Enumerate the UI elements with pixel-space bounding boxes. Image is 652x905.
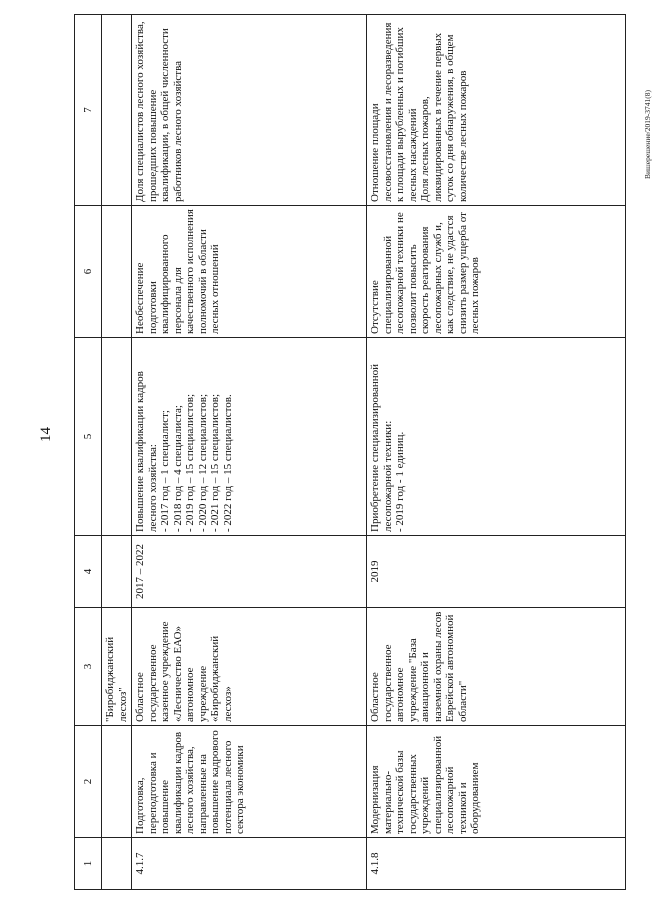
col-header-6: 6 (75, 206, 102, 338)
table-cell (102, 338, 132, 536)
col-header-3: 3 (75, 608, 102, 726)
table-cell (102, 726, 132, 838)
header-row (75, 15, 102, 890)
table-cell (102, 15, 132, 206)
indicator: Доля специалистов лесного хозяйства, прошедших повышение квалификации, в общей численности работников лесного хозяйства (132, 15, 367, 206)
col-header-1: 1 (75, 838, 102, 890)
measures-table (74, 14, 626, 890)
page-number: 14 (38, 427, 54, 442)
document-stamp: Вишерешение/2019-3741(8) (643, 90, 652, 179)
indicator: Отношение площади лесовосстановления и лесоразведения к площади вырубленных и погибших лесных насаждений Доля лесных пожаров, ликвидированных в течение первых суток со дня обнаружения, в общем количестве лесных пожаров (367, 15, 626, 206)
col-header-7: 7 (75, 15, 102, 206)
continuation-row (102, 15, 132, 890)
row-number: 4.1.7 (132, 838, 367, 890)
executor: Областное государственное автономное учреждение "База авиационной и наземной охраны лесов Еврейской автономной области" (367, 608, 626, 726)
table-cell (102, 536, 132, 608)
consequence: Отсутствие специализированной лесопожарной техники не позволит повысить скорость реагирования лесопожарных служб и, как следствие, не удастся снизить размер ущерба от лесных пожаров (367, 206, 626, 338)
period: 2017 – 2022 (132, 536, 367, 608)
table-cell (102, 838, 132, 890)
rotated-table-container (74, 15, 626, 890)
executor: Областное государственное казенное учреждение «Лесничество ЕАО» автономное учреждение «Биробиджанский лесхоз» (132, 608, 367, 726)
expected-result: Приобретение специализированной лесопожарной техники: - 2019 год - 1 единиц. (367, 338, 626, 536)
period: 2019 (367, 536, 626, 608)
col-header-2: 2 (75, 726, 102, 838)
col-header-5: 5 (75, 338, 102, 536)
row-number: 4.1.8 (367, 838, 626, 890)
executor-continuation: "Биробиджанский лесхоз" (102, 608, 132, 726)
consequence: Необеспечение подготовки квалифицированного персонала для качественного исполнения полномочий в области лесных отношений (132, 206, 367, 338)
measure-name: Подготовка, переподготовка и повышение квалификации кадров лесного хозяйства, направленные на повышение кадрового потенциала лесного сектора экономики (132, 726, 367, 838)
expected-result: Повышение квалификации кадров лесного хозяйства: - 2017 год – 1 специалист; - 2018 год – 4 специалиста; - 2019 год – 15 специалистов; - 2020 год – 12 специалистов; - 2021 год – 15 специалистов; - 2022 год – 15 специалистов. (132, 338, 367, 536)
table-cell (102, 206, 132, 338)
table-row (367, 15, 626, 890)
table-row (132, 15, 367, 890)
col-header-4: 4 (75, 536, 102, 608)
measure-name: Модернизация материально-технической базы государственных учреждений специализированной лесопожарной техникой и оборудованием (367, 726, 626, 838)
